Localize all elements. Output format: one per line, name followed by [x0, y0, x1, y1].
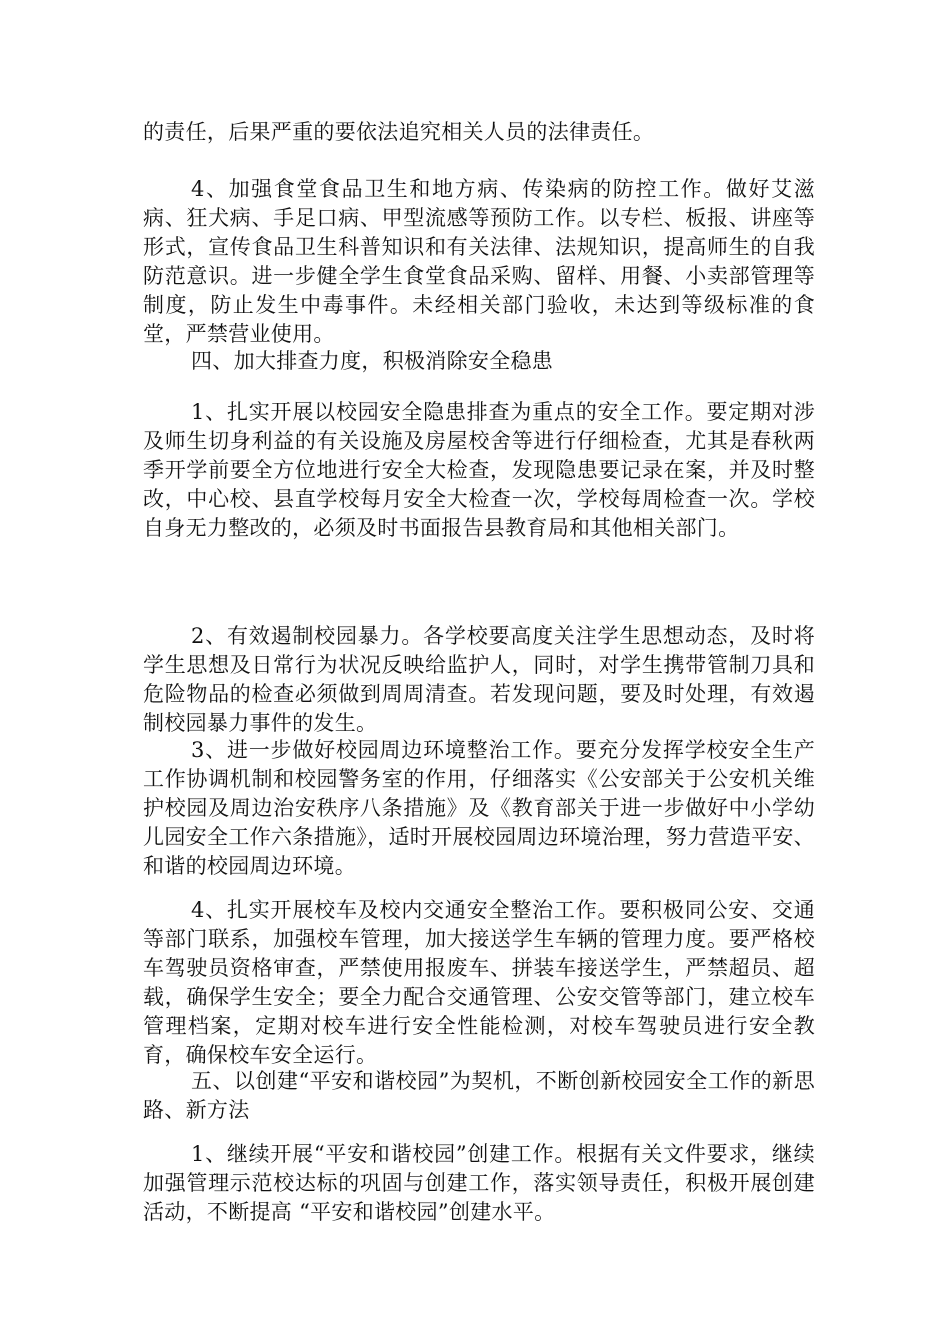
paragraph-continuation: 的责任，后果严重的要依法追究相关人员的法律责任。 — [143, 120, 655, 144]
paragraph-campus-violence: 2、有效遏制校园暴力。各学校要高度关注学生思想动态，及时将学生思想及日常行为状况反映给监护人，同时，对学生携带管制刀具和危险物品的检查必须做到周周清查。若发现问题，要及时处理，有效遏制校园暴力事件的发生。 — [143, 624, 815, 735]
paragraph-hazard-inspection: 1、扎实开展以校园安全隐患排查为重点的安全工作。要定期对涉及师生切身利益的有关设施及房屋校舍等进行仔细检查，尤其是春秋两季开学前要全方位地进行安全大检查，发现隐患要记录在案，并及时整改，中心校、县直学校每月安全大检查一次，学校每周检查一次。学校自身无力整改的，必须及时书面报告县教育局和其他相关部门。 — [143, 400, 815, 540]
paragraph-school-bus: 4、扎实开展校车及校内交通安全整治工作。要积极同公安、交通等部门联系，加强校车管理，加大接送学生车辆的管理力度。要严格校车驾驶员资格审查，严禁使用报废车、拼装车接送学生，严禁超员、超载，确保学生安全；要全力配合交通管理、公安交管等部门，建立校车管理档案，定期对校车进行安全性能检测，对校车驾驶员进行安全教育，确保校车安全运行。 — [143, 898, 815, 1067]
paragraph-surroundings: 3、进一步做好校园周边环境整治工作。要充分发挥学校安全生产工作协调机制和校园警务室的作用，仔细落实《公安部关于公安机关维护校园及周边治安秩序八条措施》及《教育部关于进一步做好中小学幼儿园安全工作六条措施》，适时开展校园周边环境治理，努力营造平安、和谐的校园周边环境。 — [143, 738, 815, 878]
section-heading-four: 四、加大排查力度，积极消除安全稳患 — [191, 349, 554, 373]
paragraph-canteen-hygiene: 4、加强食堂食品卫生和地方病、传染病的防控工作。做好艾滋病、狂犬病、手足口病、甲型流感等预防工作。以专栏、板报、讲座等形式，宣传食品卫生科普知识和有关法律、法规知识，提高师生的自我防范意识。进一步健全学生食堂食品采购、留样、用餐、小卖部管理等制度，防止发生中毒事件。未经相关部门验收，未达到等级标准的食堂，严禁营业使用。 — [143, 177, 815, 346]
paragraph-safe-campus: 1、继续开展“平安和谐校园”创建工作。根据有关文件要求，继续加强管理示范校达标的巩固与创建工作，落实领导责任，积极开展创建活动，不断提高 “平安和谐校园”创建水平。 — [143, 1142, 815, 1224]
section-heading-five: 五、以创建“平安和谐校园”为契机，不断创新校园安全工作的新思路、新方法 — [143, 1069, 815, 1122]
